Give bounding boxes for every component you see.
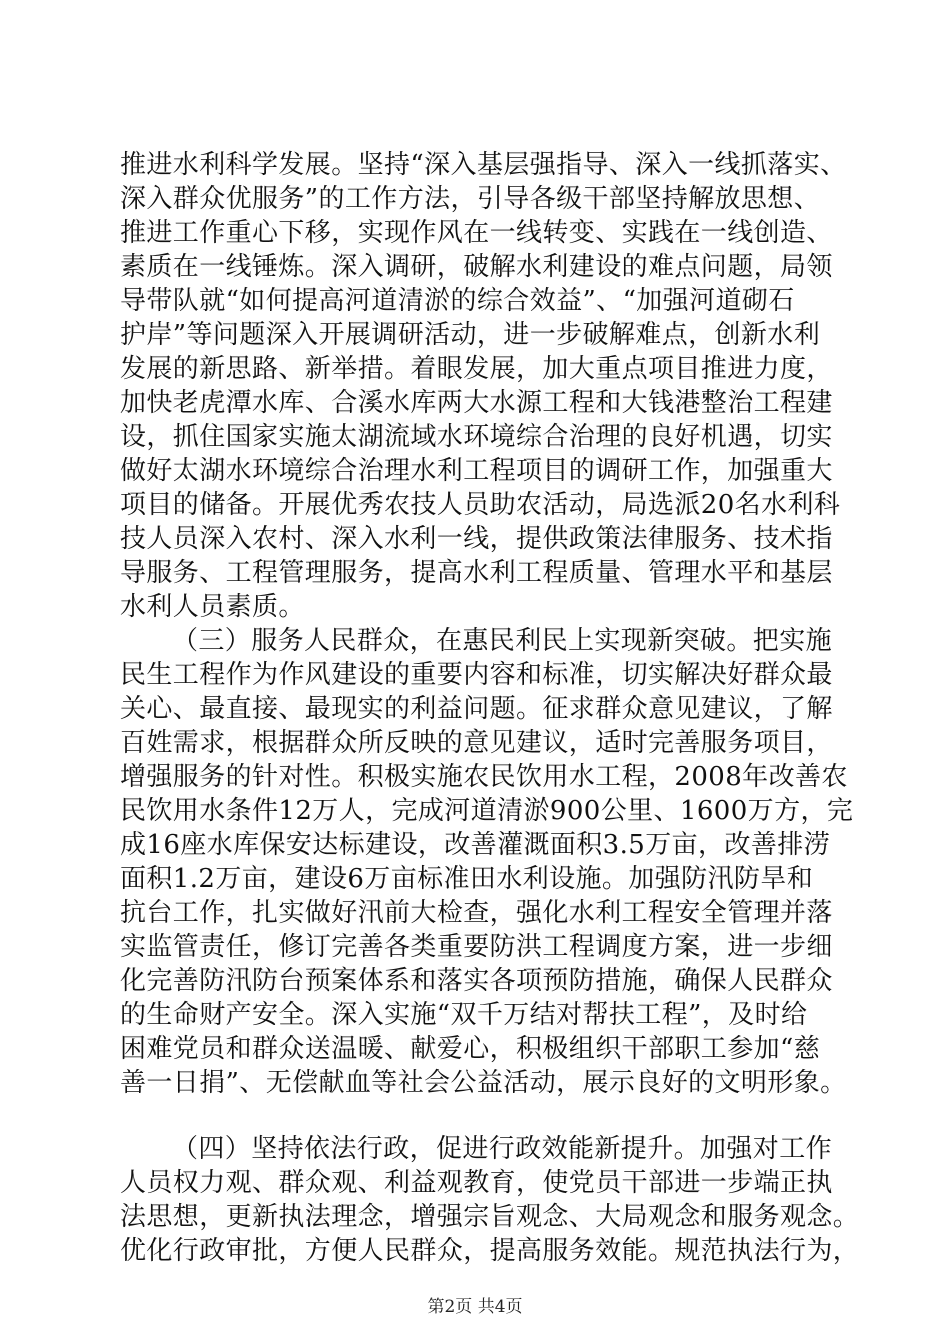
text-line: （三）服务人民群众，在惠民利民上实现新突破。把实施 xyxy=(172,626,833,656)
text-line: 关心、最直接、最现实的利益问题。征求群众意见建议，了解 xyxy=(120,694,833,724)
text-line: 困难党员和群众送温暖、献爱心，积极组织干部职工参加“慈 xyxy=(120,1034,821,1064)
text-line: 水利人员素质。 xyxy=(120,592,305,622)
text-line: 加快老虎潭水库、合溪水库两大水源工程和大钱港整治工程建 xyxy=(120,388,833,418)
text-line: 技人员深入农村、深入水利一线，提供政策法律服务、技术指 xyxy=(120,524,833,554)
page-number: 第2页 共4页 xyxy=(427,1297,523,1317)
text-line: 法思想，更新执法理念，增强宗旨观念、大局观念和服务观念。 xyxy=(120,1202,860,1232)
text-line: 增强服务的针对性。积极实施农民饮用水工程，2008年改善农 xyxy=(120,762,848,792)
text-line: （四）坚持依法行政，促进行政效能新提升。加强对工作 xyxy=(172,1134,833,1164)
text-line: 做好太湖水环境综合治理水利工程项目的调研工作，加强重大 xyxy=(120,456,833,486)
text-line: 百姓需求，根据群众所反映的意见建议，适时完善服务项目， xyxy=(120,728,833,758)
text-line: 成16座水库保安达标建设，改善灌溉面积3.5万亩，改善排涝 xyxy=(120,830,831,860)
text-line: 民饮用水条件12万人，完成河道清淤900公里、1600万方，完 xyxy=(120,796,854,826)
paragraph-section-four xyxy=(120,1132,860,1268)
document-body xyxy=(120,148,860,1268)
text-line: 素质在一线锤炼。深入调研，破解水利建设的难点问题，局领 xyxy=(120,252,833,282)
text-line: 发展的新思路、新举措。着眼发展，加大重点项目推进力度， xyxy=(120,354,833,384)
paragraph-continuation xyxy=(120,148,847,624)
text-line: 化完善防汛防台预案体系和落实各项预防措施，确保人民群众 xyxy=(120,966,833,996)
text-line: 导服务、工程管理服务，提高水利工程质量、管理水平和基层 xyxy=(120,558,833,588)
text-line: 项目的储备。开展优秀农技人员助农活动，局选派20名水利科 xyxy=(120,490,841,520)
text-line: 推进水利科学发展。坚持“深入基层强指导、深入一线抓落实、 xyxy=(120,150,847,180)
text-line: 导带队就“如何提高河道清淤的综合效益”、“加强河道砌石 xyxy=(120,286,795,316)
text-line: 推进工作重心下移，实现作风在一线转变、实践在一线创造、 xyxy=(120,218,833,248)
text-line: 护岸”等问题深入开展调研活动，进一步破解难点，创新水利 xyxy=(120,320,821,350)
text-line: 的生命财产安全。深入实施“双千万结对帮扶工程”，及时给 xyxy=(120,1000,808,1030)
text-line: 民生工程作为作风建设的重要内容和标准，切实解决好群众最 xyxy=(120,660,833,690)
text-line: 人员权力观、群众观、利益观教育，使党员干部进一步端正执 xyxy=(120,1168,833,1198)
text-line: 善一日捐”、无偿献血等社会公益活动，展示良好的文明形象。 xyxy=(120,1068,847,1098)
text-line: 面积1.2万亩，建设6万亩标准田水利设施。加强防汛防旱和 xyxy=(120,864,814,894)
page-footer xyxy=(0,1296,950,1318)
text-line: 深入群众优服务”的工作方法，引导各级干部坚持解放思想、 xyxy=(120,184,821,214)
text-line: 设，抓住国家实施太湖流域水环境综合治理的良好机遇，切实 xyxy=(120,422,833,452)
paragraph-section-three xyxy=(120,624,854,1100)
text-line: 优化行政审批，方便人民群众，提高服务效能。规范执法行为， xyxy=(120,1236,860,1266)
text-line: 抗台工作，扎实做好汛前大检查，强化水利工程安全管理并落 xyxy=(120,898,833,928)
text-line: 实监管责任，修订完善各类重要防洪工程调度方案，进一步细 xyxy=(120,932,833,962)
